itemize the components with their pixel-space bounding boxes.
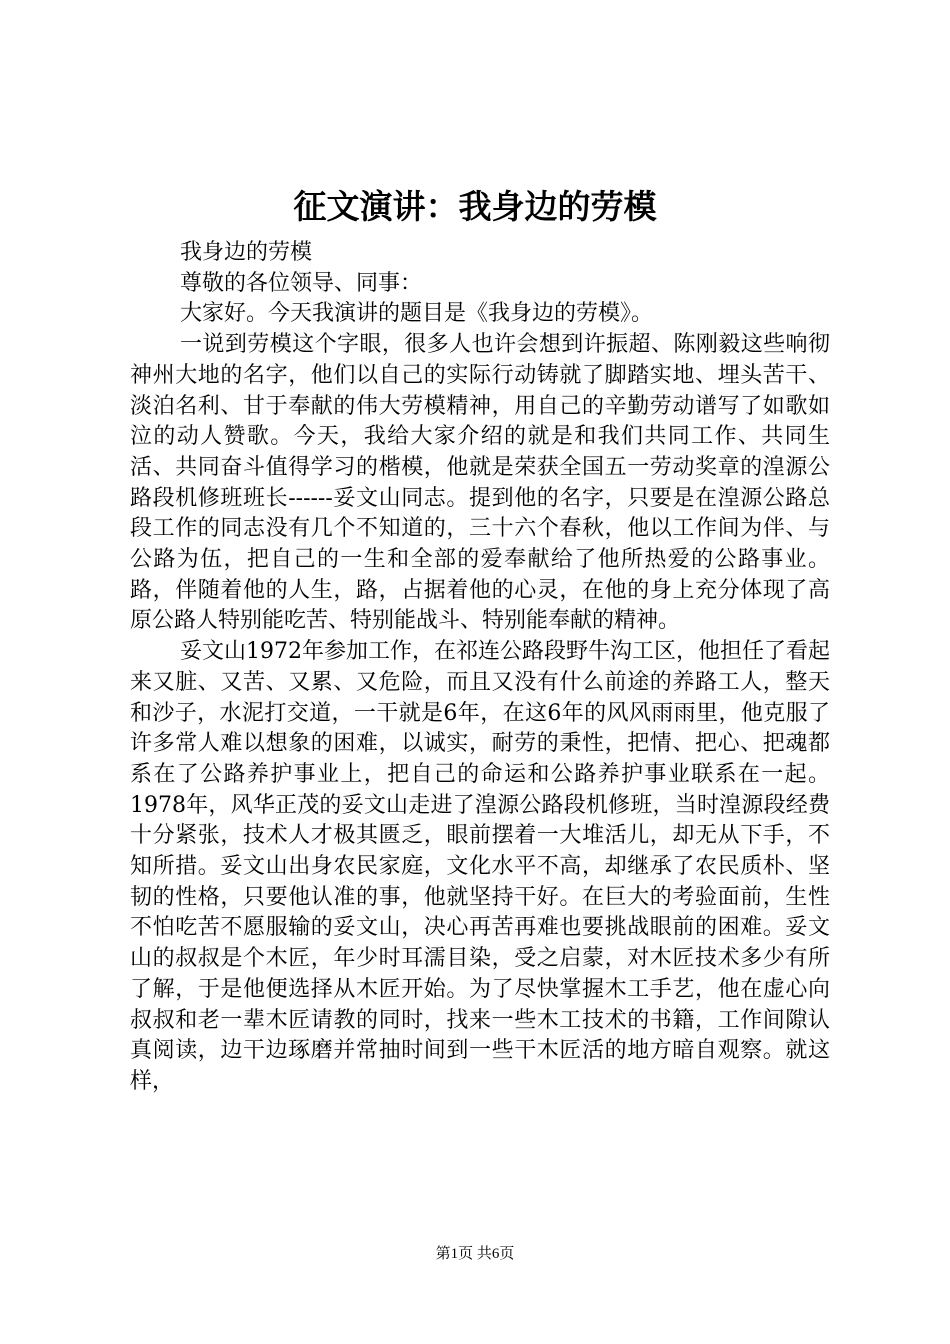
document-title: 征文演讲：我身边的劳模	[293, 187, 657, 226]
paragraph-salutation: 尊敬的各位领导、同事：	[180, 270, 423, 296]
page-footer: 第1页 共6页	[435, 1246, 515, 1262]
paragraph-career: 妥文山1972年参加工作，在祁连公路段野牛沟工区，他担任了看起来又脏、又苦、又累、又危险，而且又没有什么前途的养路工人，整天和沙子，水泥打交道，一干就是6年，在这6年的风风雨雨里，他克服了许多常人难以想象的困难，以诚实，耐劳的秉性，把情、把心、把魂都系在了公路养护事业上，把自己的命运和公路养护事业联系在一起。1978年，风华正茂的妥文山走进了湟源公路段机修班，当时湟源段经费十分紧张，技术人才极其匮乏，眼前摆着一大堆活儿，却无从下手，不知所措。妥文山出身农民家庭，文化水平不高，却继承了农民质朴、坚韧的性格，只要他认准的事，他就坚持干好。在巨大的考验面前，生性不怕吃苦不愿服输的妥文山，决心再苦再难也要挑战眼前的困难。妥文山的叔叔是个木匠，年少时耳濡目染，受之启蒙，对木匠技术多少有所了解，于是他便选择从木匠开始。为了尽快掌握木工手艺，他在虚心向叔叔和老一辈木匠请教的同时，找来一些木工技术的书籍，工作间隙认真阅读，边干边琢磨并常抽时间到一些干木匠活的地方暗自观察。就这样，	[130, 639, 830, 1094]
document-body	[130, 238, 830, 1098]
paragraph-greeting: 大家好。今天我演讲的题目是《我身边的劳模》。	[180, 301, 654, 327]
paragraph-heading: 我身边的劳模	[180, 240, 313, 265]
paragraph-intro: 一说到劳模这个字眼，很多人也许会想到许振超、陈刚毅这些响彻神州大地的名字，他们以自己的实际行动铸就了脚踏实地、埋头苦干、淡泊名利、甘于奉献的伟大劳模精神，用自己的辛勤劳动谱写了如歌如泣的动人赞歌。今天，我给大家介绍的就是和我们共同工作、共同生活、共同奋斗值得学习的楷模，他就是荣获全国五一劳动奖章的湟源公路段机修班班长------妥文山同志。提到他的名字，只要是在湟源公路总段工作的同志没有几个不知道的，三十六个春秋，他以工作间为伴、与公路为伍，把自己的一生和全部的爱奉献给了他所热爱的公路事业。路，伴随着他的人生，路，占据着他的心灵，在他的身上充分体现了高原公路人特别能吃苦、特别能战斗、特别能奉献的精神。	[130, 332, 830, 634]
